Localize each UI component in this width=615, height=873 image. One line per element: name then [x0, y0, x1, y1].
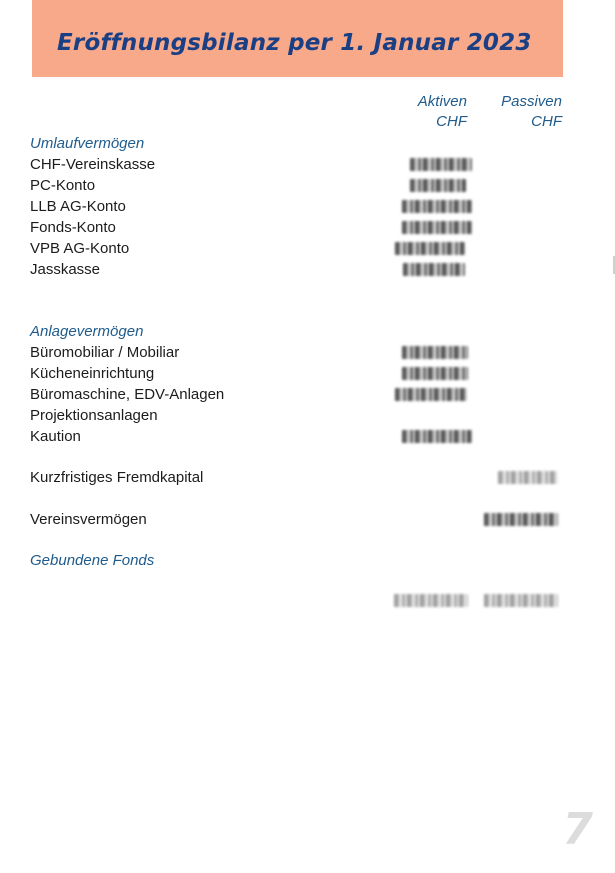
row-jasskasse: Jasskasse [30, 261, 101, 278]
row-bueromobiliar: Büromobiliar / Mobiliar [30, 344, 180, 361]
column-header-aktiven-unit: CHF [436, 113, 467, 130]
redacted-amount [402, 430, 472, 443]
redacted-amount [403, 263, 465, 276]
row-chf-vereinskasse: CHF-Vereinskasse [30, 156, 156, 173]
redacted-total-passiven [484, 594, 558, 607]
redacted-amount [410, 158, 472, 171]
row-bueromaschine-edv: Büromaschine, EDV-Anlagen [30, 386, 225, 403]
column-header-passiven-unit: CHF [531, 113, 562, 130]
page-title: Eröffnungsbilanz per 1. Januar 2023 [57, 30, 532, 56]
row-pc-konto: PC-Konto [30, 177, 96, 194]
row-kuecheneinrichtung: Kücheneinrichtung [30, 365, 155, 382]
redacted-amount [410, 179, 466, 192]
redacted-amount [498, 471, 558, 484]
row-fonds-konto: Fonds-Konto [30, 219, 116, 236]
page-number: 7 [562, 804, 593, 855]
section-umlaufvermoegen: Umlaufvermögen [30, 135, 145, 152]
row-vereinsvermoegen: Vereinsvermögen [30, 511, 147, 528]
redacted-amount [395, 388, 467, 401]
row-llb-ag-konto: LLB AG-Konto [30, 198, 126, 215]
column-header-passiven-label: Passiven [501, 93, 562, 110]
row-kurzfristiges-fremdkapital: Kurzfristiges Fremdkapital [30, 469, 204, 486]
row-vpb-ag-konto: VPB AG-Konto [30, 240, 130, 257]
row-kaution: Kaution [30, 428, 81, 445]
section-gebundene-fonds: Gebundene Fonds [30, 552, 155, 569]
redacted-amount [402, 221, 472, 234]
column-header-aktiven [418, 92, 467, 132]
redacted-total-aktiven [394, 594, 468, 607]
redacted-amount [402, 346, 468, 359]
redacted-amount [395, 242, 465, 255]
redacted-amount [484, 513, 558, 526]
redacted-amount [402, 367, 468, 380]
row-projektionsanlagen: Projektionsanlagen [30, 407, 158, 424]
column-header-aktiven-label: Aktiven [417, 93, 467, 110]
redacted-amount [402, 200, 472, 213]
column-header-passiven [501, 92, 562, 132]
section-anlagevermoegen: Anlagevermögen [30, 323, 144, 340]
